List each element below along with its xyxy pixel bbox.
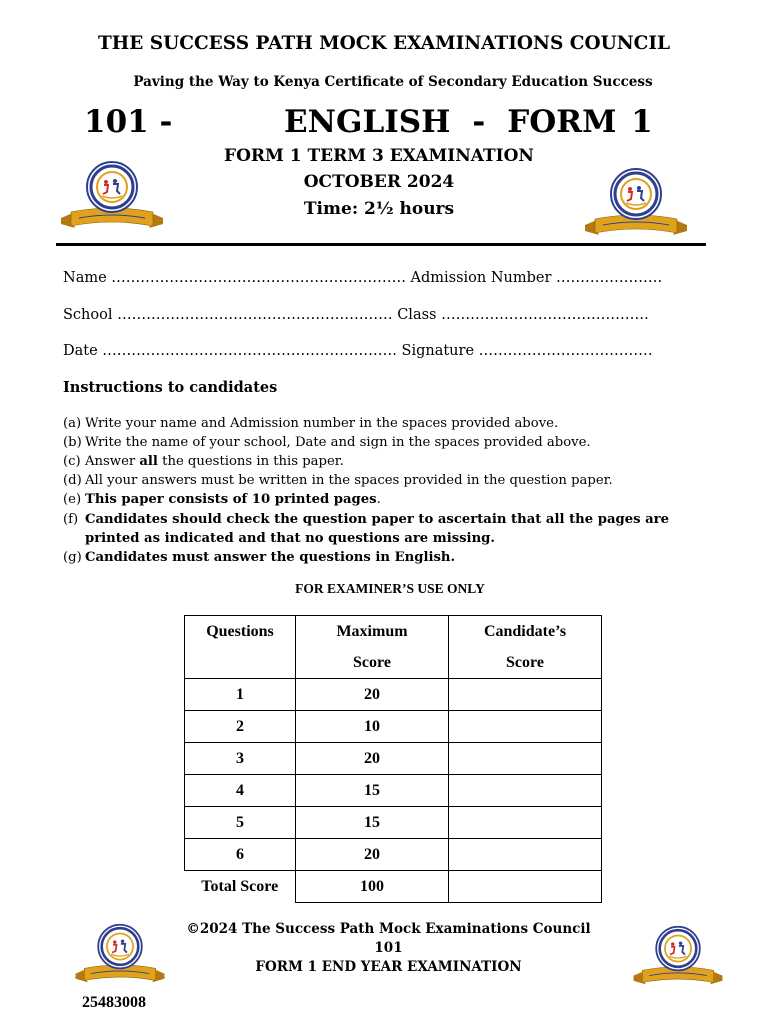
candidate-score-cell[interactable] <box>449 743 602 775</box>
instruction-label: (c) <box>63 454 81 469</box>
question-number: 6 <box>185 839 296 871</box>
maximum-score: 20 <box>296 839 449 871</box>
council-seal-icon <box>57 160 167 238</box>
instruction-item <box>63 433 723 452</box>
question-number: 5 <box>185 807 296 839</box>
instruction-item <box>63 414 723 433</box>
instruction-item <box>63 510 723 548</box>
subject-separator: - <box>472 104 486 140</box>
candidate-score-cell[interactable] <box>449 679 602 711</box>
question-number: 2 <box>185 711 296 743</box>
instruction-text: Write the name of your school, Date and sign in the spaces provided above. <box>85 435 591 450</box>
total-row <box>185 871 602 903</box>
table-row <box>185 807 602 839</box>
table-row <box>185 743 602 775</box>
instructions-title: Instructions to candidates <box>63 379 278 396</box>
school-class-field: School ………………………………………………… Class ……………………………………. <box>63 307 649 323</box>
question-number: 4 <box>185 775 296 807</box>
footer-paper-code: 101 <box>374 940 403 956</box>
instruction-emphasis: This paper consists of 10 printed pages <box>85 492 377 507</box>
instruction-label: (d) <box>63 473 82 488</box>
total-score-value: 100 <box>296 871 449 903</box>
table-row <box>185 839 602 871</box>
header-label: Score <box>353 654 391 671</box>
instruction-item <box>63 471 723 490</box>
footer-exam-name: FORM 1 END YEAR EXAMINATION <box>255 959 522 975</box>
instruction-label: (g) <box>63 550 82 565</box>
table-row <box>185 775 602 807</box>
instruction-text: Candidates must answer the questions in English. <box>85 550 456 565</box>
maximum-score: 20 <box>296 679 449 711</box>
maximum-score: 20 <box>296 743 449 775</box>
council-seal-icon <box>581 167 691 245</box>
total-score-label: Total Score <box>201 877 279 895</box>
candidate-score-cell[interactable] <box>449 711 602 743</box>
maximum-score: 15 <box>296 807 449 839</box>
exam-name: FORM 1 TERM 3 EXAMINATION <box>224 146 534 166</box>
header-candidate-score <box>449 616 602 679</box>
candidate-score-cell[interactable] <box>449 775 602 807</box>
copyright-notice: ©2024 The Success Path Mock Examinations Council <box>186 921 591 937</box>
subject: ENGLISH <box>284 104 451 140</box>
table-row <box>185 711 602 743</box>
date-signature-field: Date ……………………………………………………. Signature ……………………………… <box>63 343 653 359</box>
score-table <box>184 615 602 903</box>
instruction-item <box>63 452 723 471</box>
instruction-text <box>85 452 715 471</box>
instruction-text-part: Answer <box>85 454 140 469</box>
form-level: FORM 1 <box>507 104 653 140</box>
council-title: THE SUCCESS PATH MOCK EXAMINATIONS COUNCIL <box>97 33 671 54</box>
header-label: Questions <box>206 623 274 640</box>
instruction-label: (b) <box>63 435 82 450</box>
paper-code: 101 - <box>84 104 173 140</box>
instruction-item <box>63 490 723 509</box>
header-label: Score <box>506 654 544 671</box>
header-label: Maximum <box>336 623 408 640</box>
maximum-score: 10 <box>296 711 449 743</box>
candidate-score-cell[interactable] <box>449 839 602 871</box>
instruction-text <box>85 490 715 509</box>
instruction-label: (e) <box>63 492 82 507</box>
header-divider <box>56 243 706 246</box>
instruction-text: Write your name and Admission number in the spaces provided above. <box>85 416 559 431</box>
instruction-text: All your answers must be written in the spaces provided in the question paper. <box>85 473 613 488</box>
serial-number: 25483008 <box>82 994 146 1011</box>
name-admission-field: Name ……………………………………………………. Admission Number …………………. <box>63 270 663 286</box>
instruction-text-part: . <box>376 492 381 507</box>
maximum-score: 15 <box>296 775 449 807</box>
tagline: Paving the Way to Kenya Certificate of Secondary Education Success <box>133 74 653 90</box>
exam-time: Time: 2½ hours <box>303 199 455 219</box>
header-maximum-score <box>296 616 449 679</box>
exam-date: OCTOBER 2024 <box>303 172 455 192</box>
candidate-score-cell[interactable] <box>449 807 602 839</box>
instruction-text-part: the questions in this paper. <box>157 454 344 469</box>
instruction-label: (f) <box>63 512 79 527</box>
instruction-text: Candidates should check the question paper to ascertain that all the pages are printed as indicated and that no questions are missing. <box>85 512 670 546</box>
candidate-total-cell[interactable] <box>449 871 602 903</box>
header-questions <box>185 616 296 679</box>
subject-line <box>284 104 653 140</box>
examiner-title: FOR EXAMINER’S USE ONLY <box>295 581 485 596</box>
table-header-row <box>185 616 602 679</box>
instruction-emphasis: all <box>139 454 158 469</box>
table-row <box>185 679 602 711</box>
header-label: Candidate’s <box>483 623 567 640</box>
instruction-item <box>63 548 723 567</box>
question-number: 3 <box>185 743 296 775</box>
instruction-label: (a) <box>63 416 82 431</box>
question-number: 1 <box>185 679 296 711</box>
